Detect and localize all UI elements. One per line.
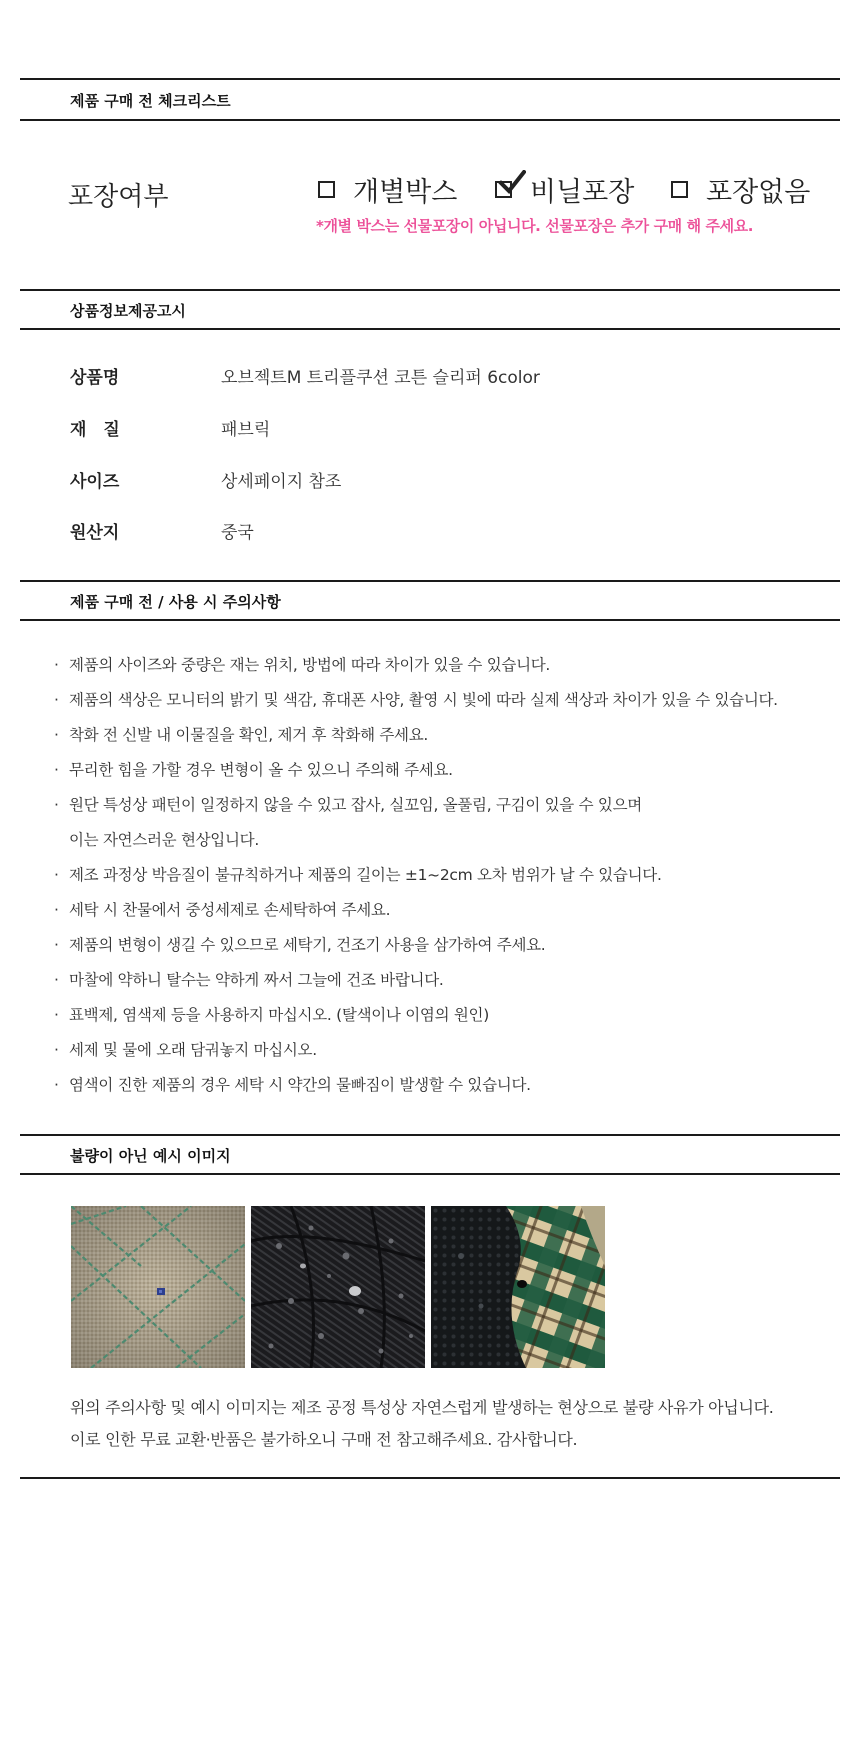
option-label: 개별박스 (353, 177, 458, 208)
info-key-name: 상품명 (70, 368, 120, 388)
divider (20, 1173, 840, 1175)
bullet: · (54, 936, 59, 954)
list-item-text: 세제 및 물에 오래 담궈놓지 마십시오. (69, 1041, 317, 1059)
list-item (52, 794, 778, 829)
list-item (52, 934, 778, 969)
bullet: · (54, 726, 59, 744)
linen-stitch-photo (71, 1206, 245, 1368)
divider (20, 1477, 840, 1479)
divider (20, 328, 840, 330)
list-item (52, 724, 778, 759)
checkbox-icon[interactable] (318, 181, 335, 198)
list-item (52, 864, 778, 899)
option-individual-box[interactable] (318, 170, 457, 209)
precautions-list (52, 654, 778, 1109)
checklist-title: 제품 구매 전 체크리스트 (70, 92, 231, 110)
info-key-material: 재 질 (70, 420, 120, 440)
divider (20, 1134, 840, 1136)
info-value-material: 패브릭 (221, 420, 271, 440)
packaging-label: 포장여부 (68, 182, 169, 212)
list-item (52, 759, 778, 794)
list-item (52, 654, 778, 689)
info-value-origin: 중국 (221, 523, 254, 543)
info-key-size: 사이즈 (70, 472, 120, 492)
checkbox-icon[interactable] (671, 181, 688, 198)
divider (20, 119, 840, 121)
list-item (52, 899, 778, 934)
bullet: · (54, 691, 59, 709)
bullet: · (54, 761, 59, 779)
info-value-name: 오브젝트M 트리플쿠션 코튼 슬리퍼 6color (221, 368, 540, 388)
list-item-text: 무리한 힘을 가할 경우 변형이 올 수 있으니 주의해 주세요. (69, 761, 453, 779)
bullet: · (54, 1041, 59, 1059)
info-key-origin: 원산지 (70, 523, 120, 543)
footer-line-2: 이로 인한 무료 교환·반품은 불가하오니 구매 전 참고해주세요. 감사합니다. (70, 1430, 578, 1449)
list-item (52, 1039, 778, 1074)
list-item-continuation (52, 829, 778, 864)
list-item-text: 염색이 진한 제품의 경우 세탁 시 약간의 물빠짐이 발생할 수 있습니다. (69, 1076, 531, 1094)
bullet: · (54, 971, 59, 989)
bullet: · (54, 1006, 59, 1024)
list-item (52, 1074, 778, 1109)
black-fabric-nubs-photo (251, 1206, 425, 1368)
bullet: · (54, 1076, 59, 1094)
list-item-text: 이는 자연스러운 현상입니다. (69, 831, 259, 849)
gift-wrap-note: *개별 박스는 선물포장이 아닙니다. 선물포장은 추가 구매 해 주세요. (316, 217, 754, 235)
list-item-text: 제품의 변형이 생길 수 있으므로 세탁기, 건조기 사용을 삼가하여 주세요. (69, 936, 546, 954)
bullet: · (54, 656, 59, 674)
checkmark-icon (498, 170, 526, 196)
list-item-text: 세탁 시 찬물에서 중성세제로 손세탁하여 주세요. (69, 901, 391, 919)
list-item-text: 제품의 사이즈와 중량은 재는 위치, 방법에 따라 차이가 있을 수 있습니다. (69, 656, 551, 674)
divider (20, 289, 840, 291)
defect-examples-title: 불량이 아닌 예시 이미지 (70, 1147, 231, 1165)
product-info-title: 상품정보제공고시 (70, 302, 186, 320)
precautions-title: 제품 구매 전 / 사용 시 주의사항 (70, 593, 281, 611)
option-label: 비닐포장 (530, 177, 635, 208)
list-item-text: 마찰에 약하니 탈수는 약하게 짜서 그늘에 건조 바랍니다. (69, 971, 444, 989)
divider (20, 619, 840, 621)
list-item-text: 표백제, 염색제 등을 사용하지 마십시오. (탈색이나 이염의 원인) (69, 1006, 489, 1024)
bullet: · (54, 796, 59, 814)
plaid-fabric-photo (431, 1206, 605, 1368)
checkbox-checked-icon[interactable] (495, 181, 512, 198)
list-item-text: 원단 특성상 패턴이 일정하지 않을 수 있고 잡사, 실꼬임, 올풀림, 구김이 있을 수 있으며 (69, 796, 642, 814)
info-value-size: 상세페이지 참조 (221, 472, 342, 492)
option-no-packaging[interactable] (671, 170, 810, 209)
footer-line-1: 위의 주의사항 및 예시 이미지는 제조 공정 특성상 자연스럽게 발생하는 현상으로 불량 사유가 아닙니다. (70, 1398, 774, 1417)
list-item (52, 969, 778, 1004)
option-vinyl-wrap[interactable] (495, 170, 634, 209)
list-item-text: 제품의 색상은 모니터의 밝기 및 색감, 휴대폰 사양, 촬영 시 빛에 따라 실제 색상과 차이가 있을 수 있습니다. (69, 691, 778, 709)
list-item-text: 착화 전 신발 내 이물질을 확인, 제거 후 착화해 주세요. (69, 726, 429, 744)
list-item (52, 1004, 778, 1039)
list-item (52, 689, 778, 724)
bullet: · (54, 866, 59, 884)
option-label: 포장없음 (706, 177, 811, 208)
divider (20, 580, 840, 582)
list-item-text: 제조 과정상 박음질이 불규칙하거나 제품의 길이는 ±1~2cm 오차 범위가 날 수 있습니다. (69, 866, 662, 884)
bullet: · (54, 901, 59, 919)
divider (20, 78, 840, 80)
